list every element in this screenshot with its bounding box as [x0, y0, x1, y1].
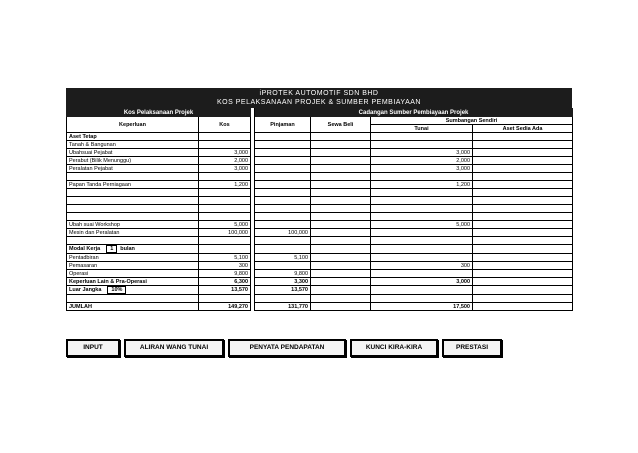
sewa-beli-cell[interactable] [311, 286, 371, 295]
kos-cell[interactable]: 149,270 [199, 303, 251, 311]
tunai-cell[interactable] [371, 270, 473, 278]
aset-sedia-ada-cell[interactable] [473, 286, 573, 295]
table-row [67, 237, 573, 245]
row-label[interactable] [67, 254, 199, 262]
pinjaman-cell[interactable] [255, 181, 311, 189]
pinjaman-cell[interactable]: 3,300 [255, 278, 311, 286]
row-label-text: Aset Tetap [69, 133, 97, 140]
kos-cell[interactable]: 3,000 [199, 149, 251, 157]
header-kos-pelaksanaan: Kos Pelaksanaan Projek [67, 109, 251, 117]
tunai-cell[interactable]: 17,500 [371, 303, 473, 311]
pinjaman-cell[interactable] [255, 157, 311, 165]
pinjaman-cell[interactable] [255, 197, 311, 205]
table-row [67, 133, 573, 141]
sewa-beli-cell[interactable] [311, 295, 371, 303]
kos-cell[interactable]: 3,000 [199, 165, 251, 173]
aset-sedia-ada-cell[interactable] [473, 213, 573, 221]
sheet-title: KOS PELAKSANAAN PROJEK & SUMBER PEMBIAYAAN [217, 99, 421, 106]
row-input-box[interactable]: 1 [106, 245, 117, 253]
row-label[interactable] [67, 173, 199, 181]
kos-cell[interactable]: 6,300 [199, 278, 251, 286]
row-label[interactable] [67, 205, 199, 213]
pinjaman-cell[interactable] [255, 133, 311, 141]
aset-sedia-ada-cell[interactable] [473, 229, 573, 237]
header-sumbangan-sendiri: Sumbangan Sendiri [371, 117, 573, 125]
tunai-cell[interactable]: 1,200 [371, 181, 473, 189]
header-keperluan: Keperluan [67, 117, 199, 133]
sewa-beli-cell[interactable] [311, 278, 371, 286]
tunai-cell[interactable]: 2,000 [371, 157, 473, 165]
kos-cell[interactable] [199, 141, 251, 149]
row-label[interactable] [67, 229, 199, 237]
table-row [67, 229, 573, 237]
row-label[interactable] [67, 157, 199, 165]
spreadsheet [66, 88, 572, 311]
tunai-cell[interactable] [371, 133, 473, 141]
sewa-beli-cell[interactable] [311, 173, 371, 181]
table-row [67, 270, 573, 278]
tunai-cell[interactable] [371, 237, 473, 245]
tunai-cell[interactable] [371, 245, 473, 254]
aset-sedia-ada-cell[interactable] [473, 262, 573, 270]
row-input-box[interactable]: 10% [107, 286, 126, 294]
row-label-text: Pentadbiran [69, 254, 99, 261]
kos-cell[interactable]: 5,000 [199, 221, 251, 229]
row-label-text: Operasi [69, 270, 89, 277]
table-row [67, 262, 573, 270]
row-label-text: Tanah & Bangunan [69, 141, 116, 148]
tunai-cell[interactable]: 3,000 [371, 165, 473, 173]
sewa-beli-cell[interactable] [311, 213, 371, 221]
kos-cell[interactable]: 300 [199, 262, 251, 270]
sewa-beli-cell[interactable] [311, 221, 371, 229]
sewa-beli-cell[interactable] [311, 181, 371, 189]
sewa-beli-cell[interactable] [311, 245, 371, 254]
sewa-beli-cell[interactable] [311, 189, 371, 197]
pinjaman-cell[interactable]: 5,100 [255, 254, 311, 262]
row-label[interactable] [67, 221, 199, 229]
kunci-kira-kira-button[interactable]: KUNCI KIRA-KIRA [350, 339, 438, 357]
pinjaman-cell[interactable] [255, 295, 311, 303]
pinjaman-cell[interactable] [255, 189, 311, 197]
table-row [67, 245, 573, 254]
row-label-text: Keperluan Lain & Pra-Operasi [69, 278, 147, 285]
aset-sedia-ada-cell[interactable] [473, 254, 573, 262]
tunai-cell[interactable] [371, 286, 473, 295]
row-label-text: JUMLAH [69, 303, 92, 310]
tunai-cell[interactable] [371, 229, 473, 237]
aset-sedia-ada-cell[interactable] [473, 141, 573, 149]
company-title: iPROTEK AUTOMOTIF SDN BHD [259, 90, 379, 97]
row-label-text: Ubah suai Workshop [69, 221, 120, 228]
kos-cell[interactable] [199, 205, 251, 213]
kos-cell[interactable]: 5,100 [199, 254, 251, 262]
aset-sedia-ada-cell[interactable] [473, 181, 573, 189]
pinjaman-cell[interactable]: 100,000 [255, 229, 311, 237]
pinjaman-cell[interactable] [255, 237, 311, 245]
row-label[interactable] [67, 181, 199, 189]
table-row [67, 197, 573, 205]
pinjaman-cell[interactable] [255, 165, 311, 173]
row-label[interactable] [67, 213, 199, 221]
aset-sedia-ada-cell[interactable] [473, 303, 573, 311]
aset-sedia-ada-cell[interactable] [473, 278, 573, 286]
pinjaman-cell[interactable]: 9,800 [255, 270, 311, 278]
kos-cell[interactable]: 13,570 [199, 286, 251, 295]
pinjaman-cell[interactable] [255, 205, 311, 213]
sewa-beli-cell[interactable] [311, 303, 371, 311]
row-label-text: Peralatan Pejabat [69, 165, 113, 172]
sewa-beli-cell[interactable] [311, 254, 371, 262]
kos-cell[interactable] [199, 295, 251, 303]
row-label-text: Ubahsuai Pejabat [69, 149, 113, 156]
header-aset-sedia-ada: Aset Sedia Ada [473, 125, 573, 133]
kos-cell[interactable] [199, 173, 251, 181]
table-row [67, 286, 573, 295]
row-label-text: Pemasaran [69, 262, 98, 269]
aset-sedia-ada-cell[interactable] [473, 197, 573, 205]
pinjaman-cell[interactable] [255, 262, 311, 270]
pinjaman-cell[interactable] [255, 141, 311, 149]
pinjaman-cell[interactable]: 131,770 [255, 303, 311, 311]
row-label[interactable] [67, 286, 199, 295]
row-label[interactable] [67, 149, 199, 157]
row-label[interactable] [67, 278, 199, 286]
aset-sedia-ada-cell[interactable] [473, 205, 573, 213]
input-button[interactable]: INPUT [66, 339, 120, 357]
header-sewa-beli: Sewa Beli [311, 117, 371, 133]
tunai-cell[interactable] [371, 173, 473, 181]
penyata-pendapatan-button[interactable]: PENYATA PENDAPATAN [228, 339, 346, 357]
table-row [67, 165, 573, 173]
table-row [67, 149, 573, 157]
table-row [67, 173, 573, 181]
aset-sedia-ada-cell[interactable] [473, 173, 573, 181]
pinjaman-cell[interactable] [255, 245, 311, 254]
aset-sedia-ada-cell[interactable] [473, 221, 573, 229]
navigation-buttons [66, 339, 572, 355]
table-row [67, 254, 573, 262]
table-row [67, 295, 573, 303]
kos-cell[interactable] [199, 245, 251, 254]
row-label-text: Mesin dan Peralatan [69, 229, 120, 236]
aset-sedia-ada-cell[interactable] [473, 237, 573, 245]
table-row [67, 141, 573, 149]
kos-cell[interactable] [199, 213, 251, 221]
aset-sedia-ada-cell[interactable] [473, 157, 573, 165]
sewa-beli-cell[interactable] [311, 133, 371, 141]
table-row [67, 303, 573, 311]
sewa-beli-cell[interactable] [311, 197, 371, 205]
pinjaman-cell[interactable] [255, 173, 311, 181]
table-row [67, 189, 573, 197]
pinjaman-cell[interactable] [255, 213, 311, 221]
row-label[interactable] [67, 165, 199, 173]
kos-cell[interactable] [199, 197, 251, 205]
tunai-cell[interactable] [371, 213, 473, 221]
row-label-text: Luar Jangka [69, 287, 102, 293]
row-label[interactable] [67, 295, 199, 303]
pinjaman-cell[interactable] [255, 221, 311, 229]
aset-sedia-ada-cell[interactable] [473, 189, 573, 197]
tunai-cell[interactable]: 3,000 [371, 149, 473, 157]
table-row [67, 221, 573, 229]
table-row [67, 213, 573, 221]
row-label-text: Perabut (Bilik Menunggu) [69, 157, 132, 164]
kos-cell[interactable] [199, 189, 251, 197]
kos-cell[interactable]: 1,200 [199, 181, 251, 189]
title-bar [66, 88, 572, 108]
table-row [67, 205, 573, 213]
header-pinjaman: Pinjaman [255, 117, 311, 133]
tunai-cell[interactable]: 3,000 [371, 278, 473, 286]
row-label[interactable] [67, 262, 199, 270]
row-unit: bulan [120, 246, 135, 252]
aset-sedia-ada-cell[interactable] [473, 270, 573, 278]
row-label[interactable] [67, 245, 199, 254]
pinjaman-cell[interactable]: 13,570 [255, 286, 311, 295]
tunai-cell[interactable] [371, 197, 473, 205]
sewa-beli-cell[interactable] [311, 165, 371, 173]
kos-cell[interactable]: 2,000 [199, 157, 251, 165]
aset-sedia-ada-cell[interactable] [473, 245, 573, 254]
row-label-text: Papan Tanda Perniagaan [69, 181, 131, 188]
sewa-beli-cell[interactable] [311, 149, 371, 157]
row-label-text: Modal Kerja [69, 246, 101, 252]
tunai-cell[interactable] [371, 254, 473, 262]
aset-sedia-ada-cell[interactable] [473, 149, 573, 157]
tunai-cell[interactable]: 5,000 [371, 221, 473, 229]
tunai-cell[interactable] [371, 205, 473, 213]
aset-sedia-ada-cell[interactable] [473, 165, 573, 173]
row-label[interactable] [67, 303, 199, 311]
sewa-beli-cell[interactable] [311, 262, 371, 270]
header-kos: Kos [199, 117, 251, 133]
row-label[interactable] [67, 270, 199, 278]
row-label[interactable] [67, 141, 199, 149]
kos-cell[interactable] [199, 237, 251, 245]
header-tunai: Tunai [371, 125, 473, 133]
cost-table [66, 108, 573, 311]
aset-sedia-ada-cell[interactable] [473, 295, 573, 303]
sewa-beli-cell[interactable] [311, 270, 371, 278]
header-sumber-pembiayaan: Cadangan Sumber Pembiayaan Projek [255, 109, 573, 117]
sewa-beli-cell[interactable] [311, 141, 371, 149]
row-label[interactable] [67, 237, 199, 245]
row-label[interactable] [67, 133, 199, 141]
row-label[interactable] [67, 189, 199, 197]
prestasi-button[interactable]: PRESTASI [442, 339, 502, 357]
sewa-beli-cell[interactable] [311, 229, 371, 237]
row-label[interactable] [67, 197, 199, 205]
aset-sedia-ada-cell[interactable] [473, 133, 573, 141]
tunai-cell[interactable] [371, 295, 473, 303]
tunai-cell[interactable]: 300 [371, 262, 473, 270]
table-row [67, 278, 573, 286]
sewa-beli-cell[interactable] [311, 237, 371, 245]
tunai-cell[interactable] [371, 141, 473, 149]
kos-cell[interactable]: 9,800 [199, 270, 251, 278]
table-row [67, 181, 573, 189]
sewa-beli-cell[interactable] [311, 157, 371, 165]
sewa-beli-cell[interactable] [311, 205, 371, 213]
aliran-wang-tunai-button[interactable]: ALIRAN WANG TUNAI [124, 339, 224, 357]
table-row [67, 157, 573, 165]
tunai-cell[interactable] [371, 189, 473, 197]
kos-cell[interactable]: 100,000 [199, 229, 251, 237]
pinjaman-cell[interactable] [255, 149, 311, 157]
kos-cell[interactable] [199, 133, 251, 141]
